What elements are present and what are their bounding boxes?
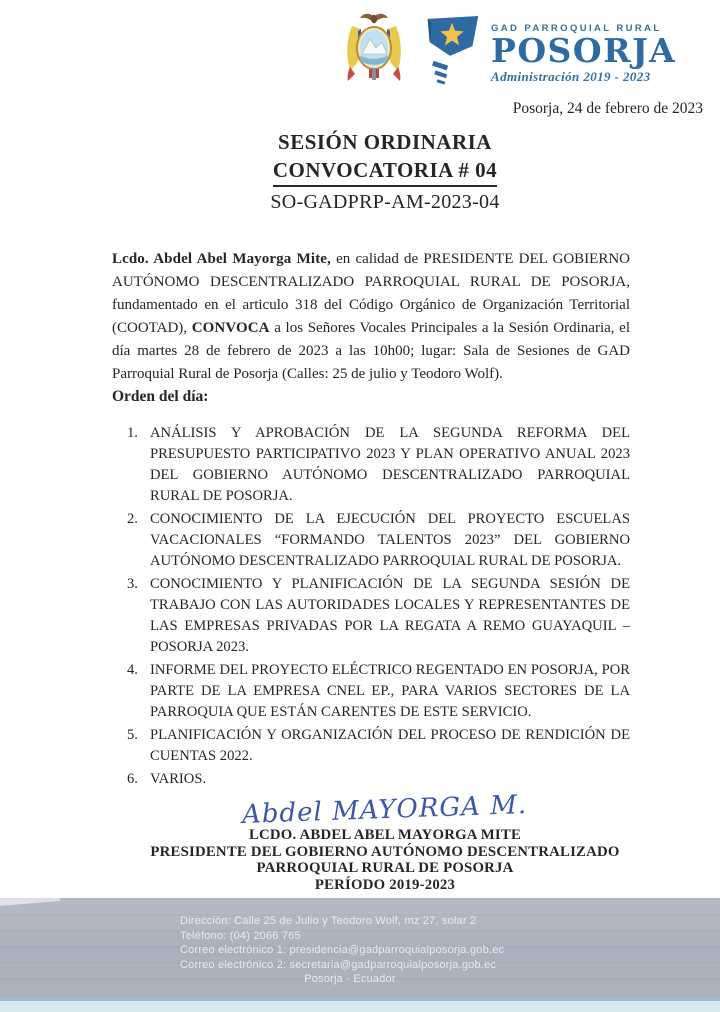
agenda-item-number: 3. bbox=[127, 576, 138, 592]
title-document-code: SO-GADPRP-AM-2023-04 bbox=[270, 191, 500, 213]
intro-text-1: en calidad de PRESIDENTE DEL GOBIERNO AUTÓNOMO DESCENTRALIZADO PARROQUIAL RURAL DE POSORJA, fundamentado en el articulo 318 del Código Orgánico de Organización Territorial (COOTAD), bbox=[112, 251, 630, 336]
signer-title-2: PARROQUIAL RURAL DE POSORJA bbox=[256, 860, 514, 876]
agenda-item-number: 2. bbox=[127, 511, 138, 527]
signer-title-1: PRESIDENTE DEL GOBIERNO AUTÓNOMO DESCENTRALIZADO bbox=[150, 843, 620, 860]
logo-org-type: GAD PARROQUIAL RURAL bbox=[491, 23, 662, 34]
footer-contact-block bbox=[180, 914, 520, 987]
agenda-item-text: ANÁLISIS Y APROBACIÓN DE LA SEGUNDA REFORMA DEL PRESUPUESTO PARTICIPATIVO 2023 Y PLAN OPERATIVO ANUAL 2023 DEL GOBIERNO AUTÓNOMO DESCENTRALIZADO PARROQUIAL RURAL DE POSORJA. bbox=[150, 425, 630, 504]
footer-email-1: Correo electrónico 1: presidencia@gadparroquialposorja.gob.ec bbox=[180, 944, 505, 957]
footer-bottom-strip bbox=[0, 999, 720, 1012]
intro-bold-convoca: CONVOCA bbox=[191, 320, 270, 336]
title-convocatoria: CONVOCATORIA # 04 bbox=[40, 157, 720, 187]
agenda-item-text: CONOCIMIENTO DE LA EJECUCIÓN DEL PROYECTO ESCUELAS VACACIONALES “FORMANDO TALENTOS 2023” DEL GOBIERNO AUTÓNOMO DESCENTRALIZADO PARROQUIAL RURAL DE POSORJA. bbox=[150, 511, 630, 569]
intro-paragraph bbox=[112, 248, 630, 386]
footer-location: Posorja - Ecuador bbox=[304, 973, 396, 986]
agenda-item-text: VARIOS. bbox=[150, 771, 207, 787]
agenda-item-3 bbox=[127, 574, 630, 658]
handwritten-signature: Abdel MAYORGA M. bbox=[241, 790, 528, 830]
logo-org-name: POSORJA bbox=[491, 31, 677, 70]
date-line: Posorja, 24 de febrero de 2023 bbox=[512, 100, 703, 117]
footer-band bbox=[0, 898, 720, 1012]
posorja-logo-text bbox=[491, 14, 676, 85]
agenda-item-number: 6. bbox=[127, 771, 138, 787]
ecuador-coat-of-arms-icon bbox=[333, 10, 415, 90]
signer-period: PERÍODO 2019-2023 bbox=[314, 876, 456, 893]
agenda-item-text: CONOCIMIENTO Y PLANIFICACIÓN DE LA SEGUNDA SESIÓN DE TRABAJO CON LAS AUTORIDADES LOCALES Y REPRESENTANTES DE LAS EMPRESAS PRIVADAS POR LA REGATA A REMO GUAYAQUIL – POSORJA 2023. bbox=[150, 576, 630, 655]
intro-bold-name: Lcdo. Abdel Abel Mayorga Mite, bbox=[112, 251, 331, 267]
agenda-list bbox=[127, 423, 630, 792]
agenda-item-6 bbox=[127, 769, 630, 790]
agenda-item-number: 4. bbox=[127, 662, 138, 678]
agenda-item-4 bbox=[127, 660, 630, 723]
intro-text-2: a los Señores Vocales Principales a la Sesión Ordinaria, el día martes 28 de febrero de 2023 a las 10h00; lugar: Sala de Sesiones de GAD Parroquial Rural de Posorja (Calles: 25 de julio y Teodoro Wolf). bbox=[112, 320, 630, 382]
logo-administration: Administración 2019 - 2023 bbox=[491, 69, 651, 84]
agenda-item-number: 5. bbox=[127, 727, 138, 743]
agenda-item-text: PLANIFICACIÓN Y ORGANIZACIÓN DEL PROCESO DE RENDICIÓN DE CUENTAS 2022. bbox=[150, 727, 630, 764]
agenda-item-2 bbox=[127, 509, 630, 572]
footer-address: Dirección: Calle 25 de Julio y Teodoro Wolf, mz 27, solar 2 bbox=[180, 915, 477, 927]
agenda-heading: Orden del día: bbox=[112, 388, 209, 405]
agenda-item-number: 1. bbox=[127, 425, 138, 441]
signer-name: LCDO. ABDEL ABEL MAYORGA MITE bbox=[248, 827, 522, 843]
document-title-block bbox=[40, 129, 720, 215]
footer-phone: Teléfono: (04) 2066 765 bbox=[180, 929, 301, 942]
agenda-item-5 bbox=[127, 725, 630, 767]
agenda-item-1 bbox=[127, 423, 630, 507]
footer-email-2: Correo electrónico 2: secretaria@gadparroquialposorja.gob.ec bbox=[180, 958, 497, 971]
signature-block bbox=[50, 790, 720, 893]
title-sesion-ordinaria: SESIÓN ORDINARIA bbox=[278, 130, 492, 154]
agenda-item-text: INFORME DEL PROYECTO ELÉCTRICO REGENTADO EN POSORJA, POR PARTE DE LA EMPRESA CNEL EP., PARA VARIOS SECTORES DE LA PARROQUIA QUE ESTÁN CARENTES DE ESTE SERVICIO. bbox=[150, 662, 630, 720]
posorja-shield-star-icon bbox=[421, 14, 485, 86]
posorja-logo bbox=[421, 14, 676, 86]
